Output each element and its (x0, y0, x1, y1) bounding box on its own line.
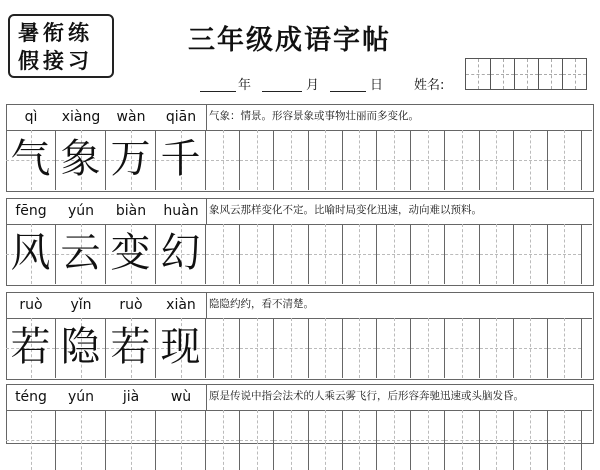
practice-cell[interactable] (411, 318, 445, 378)
practice-stamp (8, 14, 114, 78)
pinyin-syllable: xiàn (166, 297, 196, 313)
model-char-cell (6, 224, 56, 284)
day-label: 日 (370, 78, 384, 93)
practice-cell[interactable] (445, 410, 479, 470)
day-blank[interactable] (330, 74, 366, 92)
practice-cell[interactable] (343, 410, 377, 470)
practice-cell[interactable] (377, 224, 411, 284)
idiom-definition: 气象：情景。形容景象或事物壮丽而多变化。 (209, 110, 419, 122)
pinyin-syllable: ruò (119, 297, 143, 313)
model-character: 若 (10, 324, 51, 370)
practice-cell[interactable] (240, 224, 274, 284)
writing-grid (6, 318, 582, 378)
model-char-cell (56, 224, 106, 284)
model-char-cell (56, 318, 106, 378)
model-character: 幻 (160, 230, 201, 276)
year-blank[interactable] (200, 74, 236, 92)
practice-cell[interactable] (309, 318, 343, 378)
practice-cell[interactable] (548, 318, 582, 378)
pinyin-syllable: téng (15, 389, 47, 405)
pinyin-syllable: jià (122, 389, 140, 405)
pinyin-syllable: huàn (163, 203, 199, 219)
model-char-cell (106, 224, 156, 284)
practice-cell[interactable] (480, 224, 514, 284)
model-character: 风 (10, 230, 51, 276)
practice-cell[interactable] (514, 130, 548, 190)
model-char-cell (156, 318, 206, 378)
pinyin-syllable: yún (67, 203, 95, 219)
practice-cell[interactable] (240, 318, 274, 378)
model-character: 现 (160, 324, 201, 370)
pinyin-syllable: qiān (165, 109, 197, 125)
pinyin-syllable: ruò (19, 297, 43, 313)
practice-cell[interactable] (445, 318, 479, 378)
pinyin-syllable: xiàng (61, 109, 101, 125)
pinyin-syllable: qì (24, 109, 38, 125)
model-char-cell (6, 410, 56, 470)
model-char-cell (156, 224, 206, 284)
practice-cell[interactable] (445, 224, 479, 284)
writing-grid (6, 224, 582, 284)
practice-cell[interactable] (480, 318, 514, 378)
pinyin-syllable: yún (67, 389, 95, 405)
model-character: 若 (110, 324, 151, 370)
practice-cell[interactable] (548, 224, 582, 284)
practice-cell[interactable] (445, 130, 479, 190)
model-character: 象 (60, 136, 101, 182)
model-char-cell (156, 130, 206, 190)
model-char-cell (56, 130, 106, 190)
practice-cell[interactable] (309, 410, 343, 470)
model-character: 万 (110, 136, 151, 182)
practice-cell[interactable] (343, 224, 377, 284)
practice-cell[interactable] (309, 224, 343, 284)
practice-cell[interactable] (274, 224, 308, 284)
writing-grid (6, 130, 582, 190)
model-char-cell (106, 410, 156, 470)
name-label: 姓名: (414, 78, 445, 93)
model-char-cell (6, 318, 56, 378)
practice-cell[interactable] (548, 410, 582, 470)
practice-cell[interactable] (377, 130, 411, 190)
practice-cell[interactable] (548, 130, 582, 190)
practice-cell[interactable] (240, 130, 274, 190)
pinyin-syllable: wàn (116, 109, 146, 125)
model-char-cell (106, 130, 156, 190)
idiom-definition: 原是传说中指会法术的人乘云雾飞行，后形容奔驰迅速或头脑发昏。 (209, 390, 524, 402)
practice-cell[interactable] (343, 318, 377, 378)
practice-cell[interactable] (206, 318, 240, 378)
pinyin-syllable: yǐn (70, 297, 92, 313)
idiom-definition: 象风云那样变化不定。比喻时局变化迅速，动向难以预料。 (209, 204, 482, 216)
practice-cell[interactable] (411, 224, 445, 284)
stamp-line-1: 暑衔练 (18, 20, 93, 45)
model-character: 变 (110, 230, 151, 276)
idiom-definition: 隐隐约约，看不清楚。 (209, 298, 314, 310)
model-character: 气 (10, 136, 51, 182)
pinyin-row (6, 104, 206, 130)
practice-cell[interactable] (343, 130, 377, 190)
practice-cell[interactable] (206, 410, 240, 470)
practice-cell[interactable] (240, 410, 274, 470)
year-label: 年 (238, 78, 252, 93)
pinyin-row (6, 292, 206, 318)
model-character: 云 (60, 230, 101, 276)
practice-cell[interactable] (377, 410, 411, 470)
practice-cell[interactable] (206, 224, 240, 284)
practice-cell[interactable] (411, 410, 445, 470)
practice-cell[interactable] (514, 410, 548, 470)
month-label: 月 (306, 78, 320, 93)
pinyin-row (6, 384, 206, 410)
practice-cell[interactable] (274, 130, 308, 190)
pinyin-row (6, 198, 206, 224)
writing-grid (6, 410, 582, 470)
practice-cell[interactable] (514, 318, 548, 378)
practice-cell[interactable] (206, 130, 240, 190)
model-character: 千 (160, 136, 201, 182)
pinyin-syllable: wù (170, 389, 192, 405)
pinyin-syllable: fēng (15, 203, 47, 219)
practice-cell[interactable] (411, 130, 445, 190)
practice-cell[interactable] (274, 410, 308, 470)
model-char-cell (56, 410, 106, 470)
month-blank[interactable] (262, 74, 302, 92)
practice-cell[interactable] (480, 410, 514, 470)
practice-cell[interactable] (309, 130, 343, 190)
stamp-line-2: 假接习 (18, 48, 93, 73)
practice-cell[interactable] (480, 130, 514, 190)
model-character: 隐 (60, 324, 101, 370)
practice-cell[interactable] (377, 318, 411, 378)
model-char-cell (156, 410, 206, 470)
model-char-cell (106, 318, 156, 378)
pinyin-syllable: biàn (115, 203, 147, 219)
name-boxes[interactable] (465, 58, 587, 90)
practice-cell[interactable] (274, 318, 308, 378)
model-char-cell (6, 130, 56, 190)
page-title: 三年级成语字帖 (188, 25, 391, 56)
practice-cell[interactable] (514, 224, 548, 284)
